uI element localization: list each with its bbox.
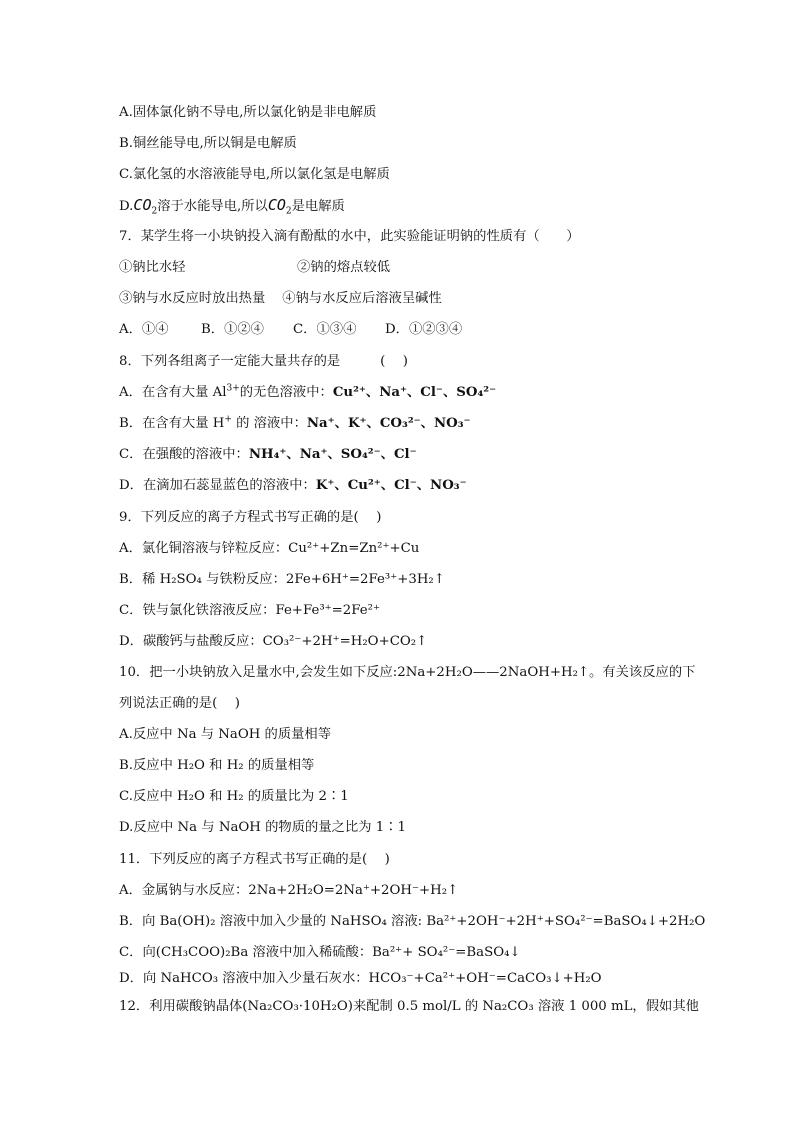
co2-formula: CO [133,196,152,214]
q11-option-c: C．向(CH₃COO)₂Ba 溶液中加入稀硫酸：Ba²⁺+ SO₄²⁻=BaSO₄↓ [119,945,521,960]
q9-option-c: C．铁与氯化铁溶液反应：Fe+Fe³⁺=2Fe²⁺ [119,603,380,618]
q9-option-b: B．稀 H₂SO₄ 与铁粉反应：2Fe+6H⁺=2Fe³⁺+3H₂↑ [119,572,445,587]
q11-option-a: A．金属钠与水反应：2Na+2H₂O=2Na⁺+2OH⁻+H₂↑ [119,883,459,898]
q8-option-d: D．在滴加石蕊显蓝色的溶液中：K⁺、Cu²⁺、Cl⁻、NO₃⁻ [119,478,467,493]
q9-option-d: D．碳酸钙与盐酸反应：CO₃²⁻+2H⁺=H₂O+CO₂↑ [119,634,428,649]
q7-statements-1: ①钠比水轻 ②钠的熔点较低 [119,260,391,275]
q7-statements-2: ③钠与水反应时放出热量 ④钠与水反应后溶液呈碱性 [119,291,442,306]
q12-stem: 12．利用碳酸钠晶体(Na₂CO₃·10H₂O)来配制 0.5 mol/L 的 Na₂CO₃ 溶液 1 000 mL，假如其他 [119,999,699,1014]
q10-stem-line2: 列说法正确的是( ) [119,696,240,711]
q8-stem: 8．下列各组离子一定能大量共存的是 ( ) [119,354,408,369]
q8-option-c: C．在强酸的溶液中：NH₄⁺、Na⁺、SO₄²⁻、Cl⁻ [119,447,417,462]
q11-stem: 11．下列反应的离子方程式书写正确的是( ) [119,852,390,867]
q7-stem: 7．某学生将一小块钠投入滴有酚酞的水中，此实验能证明钠的性质有（ ） [119,229,580,244]
q9-option-a: A．氯化铜溶液与锌粒反应：Cu²⁺+Zn=Zn²⁺+Cu [119,541,420,556]
q6-option-a: A.固体氯化钠不导电,所以氯化钠是非电解质 [119,105,377,120]
q7-options: A．①④ B．①②④ C．①③④ D．①②③④ [119,322,463,337]
q9-stem: 9．下列反应的离子方程式书写正确的是( ) [119,510,382,525]
q8-option-b: B．在含有大量 H+ 的 溶液中：Na⁺、K⁺、CO₃²⁻、NO₃⁻ [119,414,471,431]
q10-option-b: B.反应中 H₂O 和 H₂ 的质量相等 [119,758,315,773]
q10-option-c: C.反应中 H₂O 和 H₂ 的质量比为 2∶1 [119,789,349,804]
q8-option-a: A．在含有大量 $Al^{3+}$的无色溶液中：Cu²⁺、Na⁺、Cl⁻、SO₄²⁻ [119,383,497,400]
q10-option-a: A.反应中 Na 与 NaOH 的质量相等 [119,727,332,742]
q6-option-b: B.铜丝能导电,所以铜是电解质 [119,136,297,151]
q10-stem-line1: 10．把一小块钠放入足量水中,会发生如下反应:2Na+2H₂O——2NaOH+H₂↑。有关该反应的下 [119,665,696,680]
q10-option-d: D.反应中 Na 与 NaOH 的物质的量之比为 1∶1 [119,820,406,835]
q11-option-d: D．向 NaHCO₃ 溶液中加入少量石灰水：HCO₃⁻+Ca²⁺+OH⁻=CaCO₃↓+H₂O [119,971,602,986]
q11-option-b: B．向 Ba(OH)₂ 溶液中加入少量的 NaHSO₄ 溶液: Ba²⁺+2OH⁻+2H⁺+SO₄²⁻=BaSO₄↓+2H₂O [119,914,706,929]
co2-formula: CO [267,196,286,214]
q6-option-d: $D.CO_2$溶于水能导电,所以$CO_2$是电解质 [119,196,345,217]
q6-option-c: C.氯化氢的水溶液能导电,所以氯化氢是电解质 [119,167,390,182]
